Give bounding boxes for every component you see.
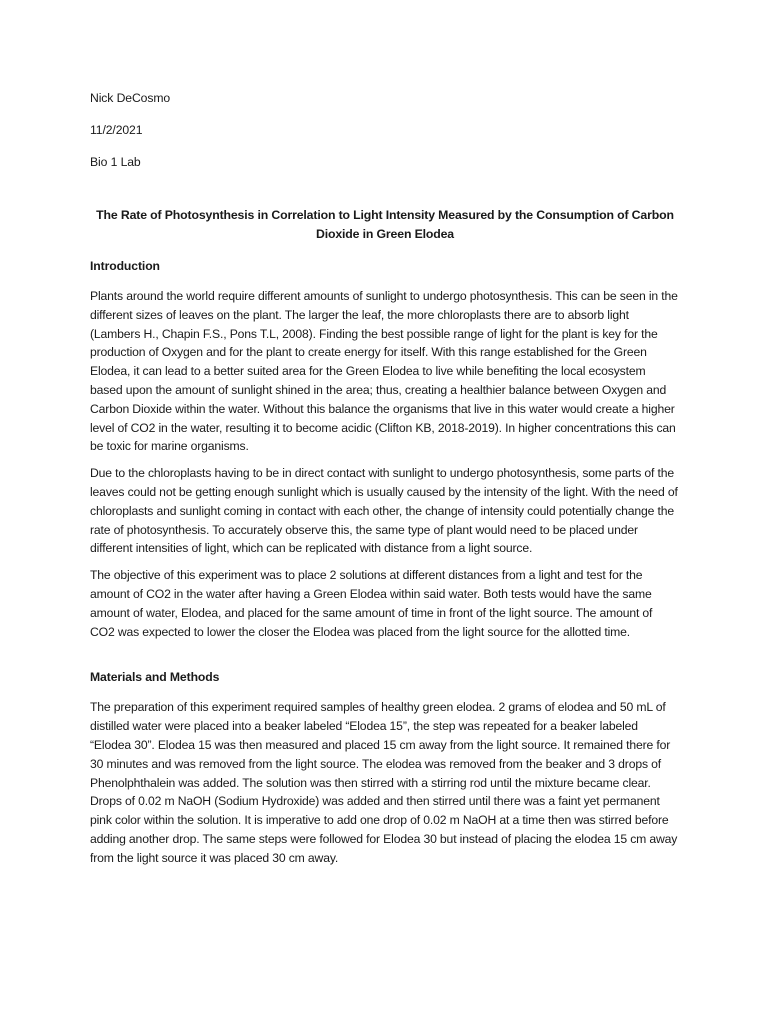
materials-methods-paragraph-1: The preparation of this experiment required samples of healthy green elodea. 2 grams of elodea and 50 mL of distilled water were placed into a beaker labeled “Elodea 15”, the step was repeated for a beaker labeled “Elodea 30”. Elodea 15 was then measured and placed 15 cm away from the light source. It remained there for 30 minutes and was removed from the light source. The elodea was removed from the beaker and 3 drops of Phenolphthalein was added. The solution was then stirred with a stirring rod until the mixture became clear. Drops of 0.02 m NaOH (Sodium Hydroxide) was added and then stirred until there was a faint yet permanent pink color within the solution. It is imperative to add one drop of 0.02 m NaOH at a time then was stirred before adding another drop. The same steps were followed for Elodea 30 but instead of placing the elodea 15 cm away from the light source it was placed 30 cm away. xyxy=(90,700,678,865)
introduction-heading: Introduction xyxy=(90,259,160,273)
course-name: Bio 1 Lab xyxy=(90,155,141,169)
materials-methods-heading: Materials and Methods xyxy=(90,670,220,685)
document-date: 11/2/2021 xyxy=(90,123,143,137)
introduction-paragraph-2: Due to the chloroplasts having to be in direct contact with sunlight to undergo photosynthesis, some parts of the leaves could not be getting enough sunlight which is usually caused by the intensity of the light. With the need of chloroplasts and sunlight coming in contact with each other, the change of intensity could potentially change the rate of photosynthesis. To accurately observe this, the same type of plant would need to be placed under different intensities of light, which can be replicated with distance from a light source. xyxy=(90,466,678,556)
introduction-paragraph-3: The objective of this experiment was to place 2 solutions at different distances from a light and test for the amount of CO2 in the water after having a Green Elodea within said water. Both tests would have the same amount of water, Elodea, and placed for the same amount of time in front of the light source. The amount of CO2 was expected to lower the closer the Elodea was placed from the light source for the allotted time. xyxy=(90,568,653,639)
document-title: The Rate of Photosynthesis in Correlation to Light Intensity Measured by the Consumption of Carbon Dioxide in Green Elodea xyxy=(96,208,674,241)
author-name: Nick DeCosmo xyxy=(90,91,171,105)
introduction-paragraph-1: Plants around the world require different amounts of sunlight to undergo photosynthesis. This can be seen in the different sizes of leaves on the plant. The larger the leaf, the more chloroplasts there are to absorb light (Lambers H., Chapin F.S., Pons T.L, 2008). Finding the best possible range of light for the plant is key for the production of Oxygen and for the plant to create energy for itself. With this range established for the Green Elodea, it can lead to a better suited area for the Green Elodea to live while benefiting the local ecosystem based upon the amount of sunlight shined in the area; thus, creating a healthier balance between Oxygen and Carbon Dioxide within the water. Without this balance the organisms that live in this water would create a higher level of CO2 in the water, resulting it to become acidic (Clifton KB, 2018-2019). In higher concentrations this can be toxic for marine organisms. xyxy=(90,289,678,454)
